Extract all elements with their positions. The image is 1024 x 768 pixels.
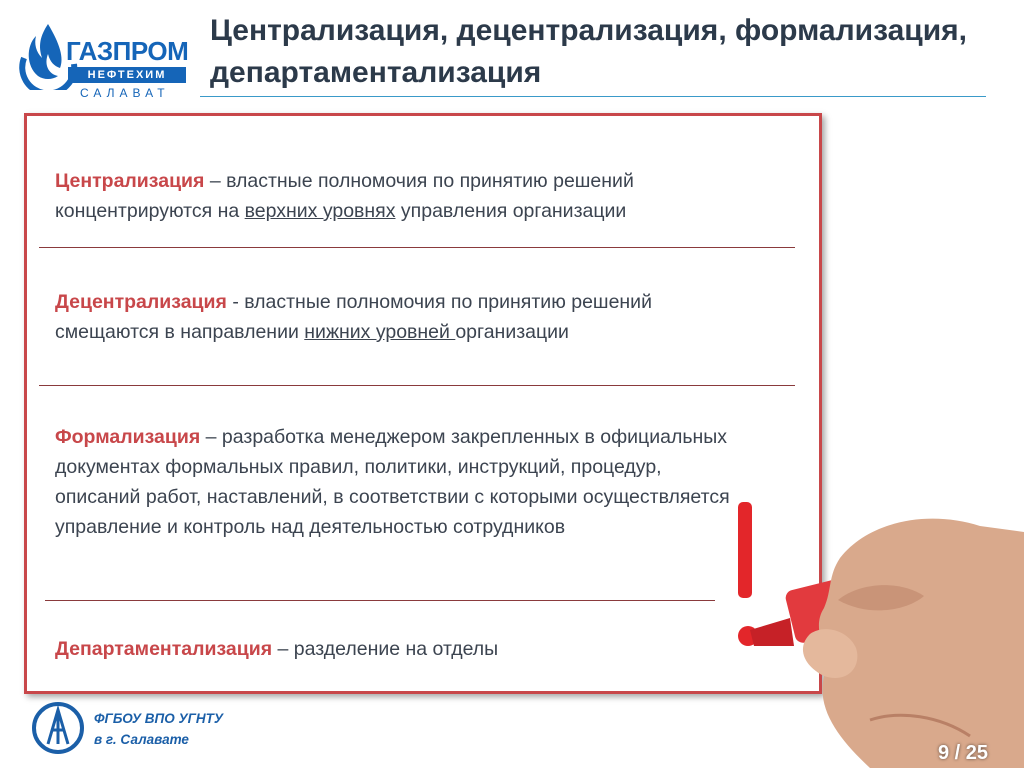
definition-text: - властные полномочия по принятию решений bbox=[226, 291, 652, 313]
hand-with-marker-illustration bbox=[720, 480, 1024, 768]
definition-text: описаний работ, наставлений, в соответствии с которыми осуществляется bbox=[55, 486, 730, 508]
hand-icon bbox=[803, 519, 1024, 768]
definition-text: организации bbox=[455, 321, 569, 343]
slide-title-line-1: Централизация, децентрализация, формализация, bbox=[210, 14, 968, 47]
definition-text: – властные полномочия по принятию решений bbox=[204, 170, 634, 192]
title-divider bbox=[200, 96, 986, 97]
section-divider bbox=[39, 247, 795, 248]
definition-departmentalization bbox=[55, 634, 815, 664]
definition-text: управление и контроль над деятельностью сотрудников bbox=[55, 516, 566, 538]
definition-decentralization bbox=[55, 287, 815, 347]
brand-subtitle: НЕФТЕХИМ bbox=[68, 67, 186, 83]
brand-city: САЛАВАТ bbox=[80, 86, 170, 100]
slide-title bbox=[210, 10, 1000, 94]
definition-text: управления организации bbox=[395, 200, 627, 222]
ugntu-logo-icon bbox=[30, 700, 86, 756]
definition-text: концентрируются на bbox=[55, 200, 245, 222]
underlined-phrase: верхних уровнях bbox=[244, 200, 396, 222]
section-divider bbox=[39, 385, 795, 386]
definition-formalization bbox=[55, 422, 815, 542]
footer-line-1: ФГБОУ ВПО УГНТУ bbox=[94, 711, 224, 726]
brand-name: ГАЗПРОМ bbox=[66, 36, 189, 66]
definition-text: – разработка менеджером закрепленных в официальных bbox=[200, 426, 728, 448]
definition-centralization bbox=[55, 166, 815, 226]
definition-text: – разделение на отделы bbox=[272, 638, 499, 660]
definition-text: смещаются в направлении bbox=[55, 321, 305, 343]
term-departmentalization: Департаментализация bbox=[55, 638, 273, 660]
page-number: 9 / 25 bbox=[937, 742, 988, 764]
footer-institution bbox=[94, 708, 223, 750]
gazprom-neftekhim-logo bbox=[18, 12, 189, 100]
exclamation-stroke bbox=[738, 502, 752, 598]
footer-line-2: в г. Салавате bbox=[94, 732, 189, 747]
definitions-card bbox=[24, 113, 822, 694]
underlined-phrase: нижних уровней bbox=[304, 321, 456, 343]
term-decentralization: Децентрализация bbox=[55, 291, 227, 313]
definition-text: документах формальных правил, политики, инструкций, процедур, bbox=[55, 456, 662, 478]
section-divider bbox=[45, 600, 715, 601]
term-formalization: Формализация bbox=[55, 426, 201, 448]
slide-title-line-2: департаментализация bbox=[210, 56, 542, 89]
term-centralization: Централизация bbox=[55, 170, 205, 192]
